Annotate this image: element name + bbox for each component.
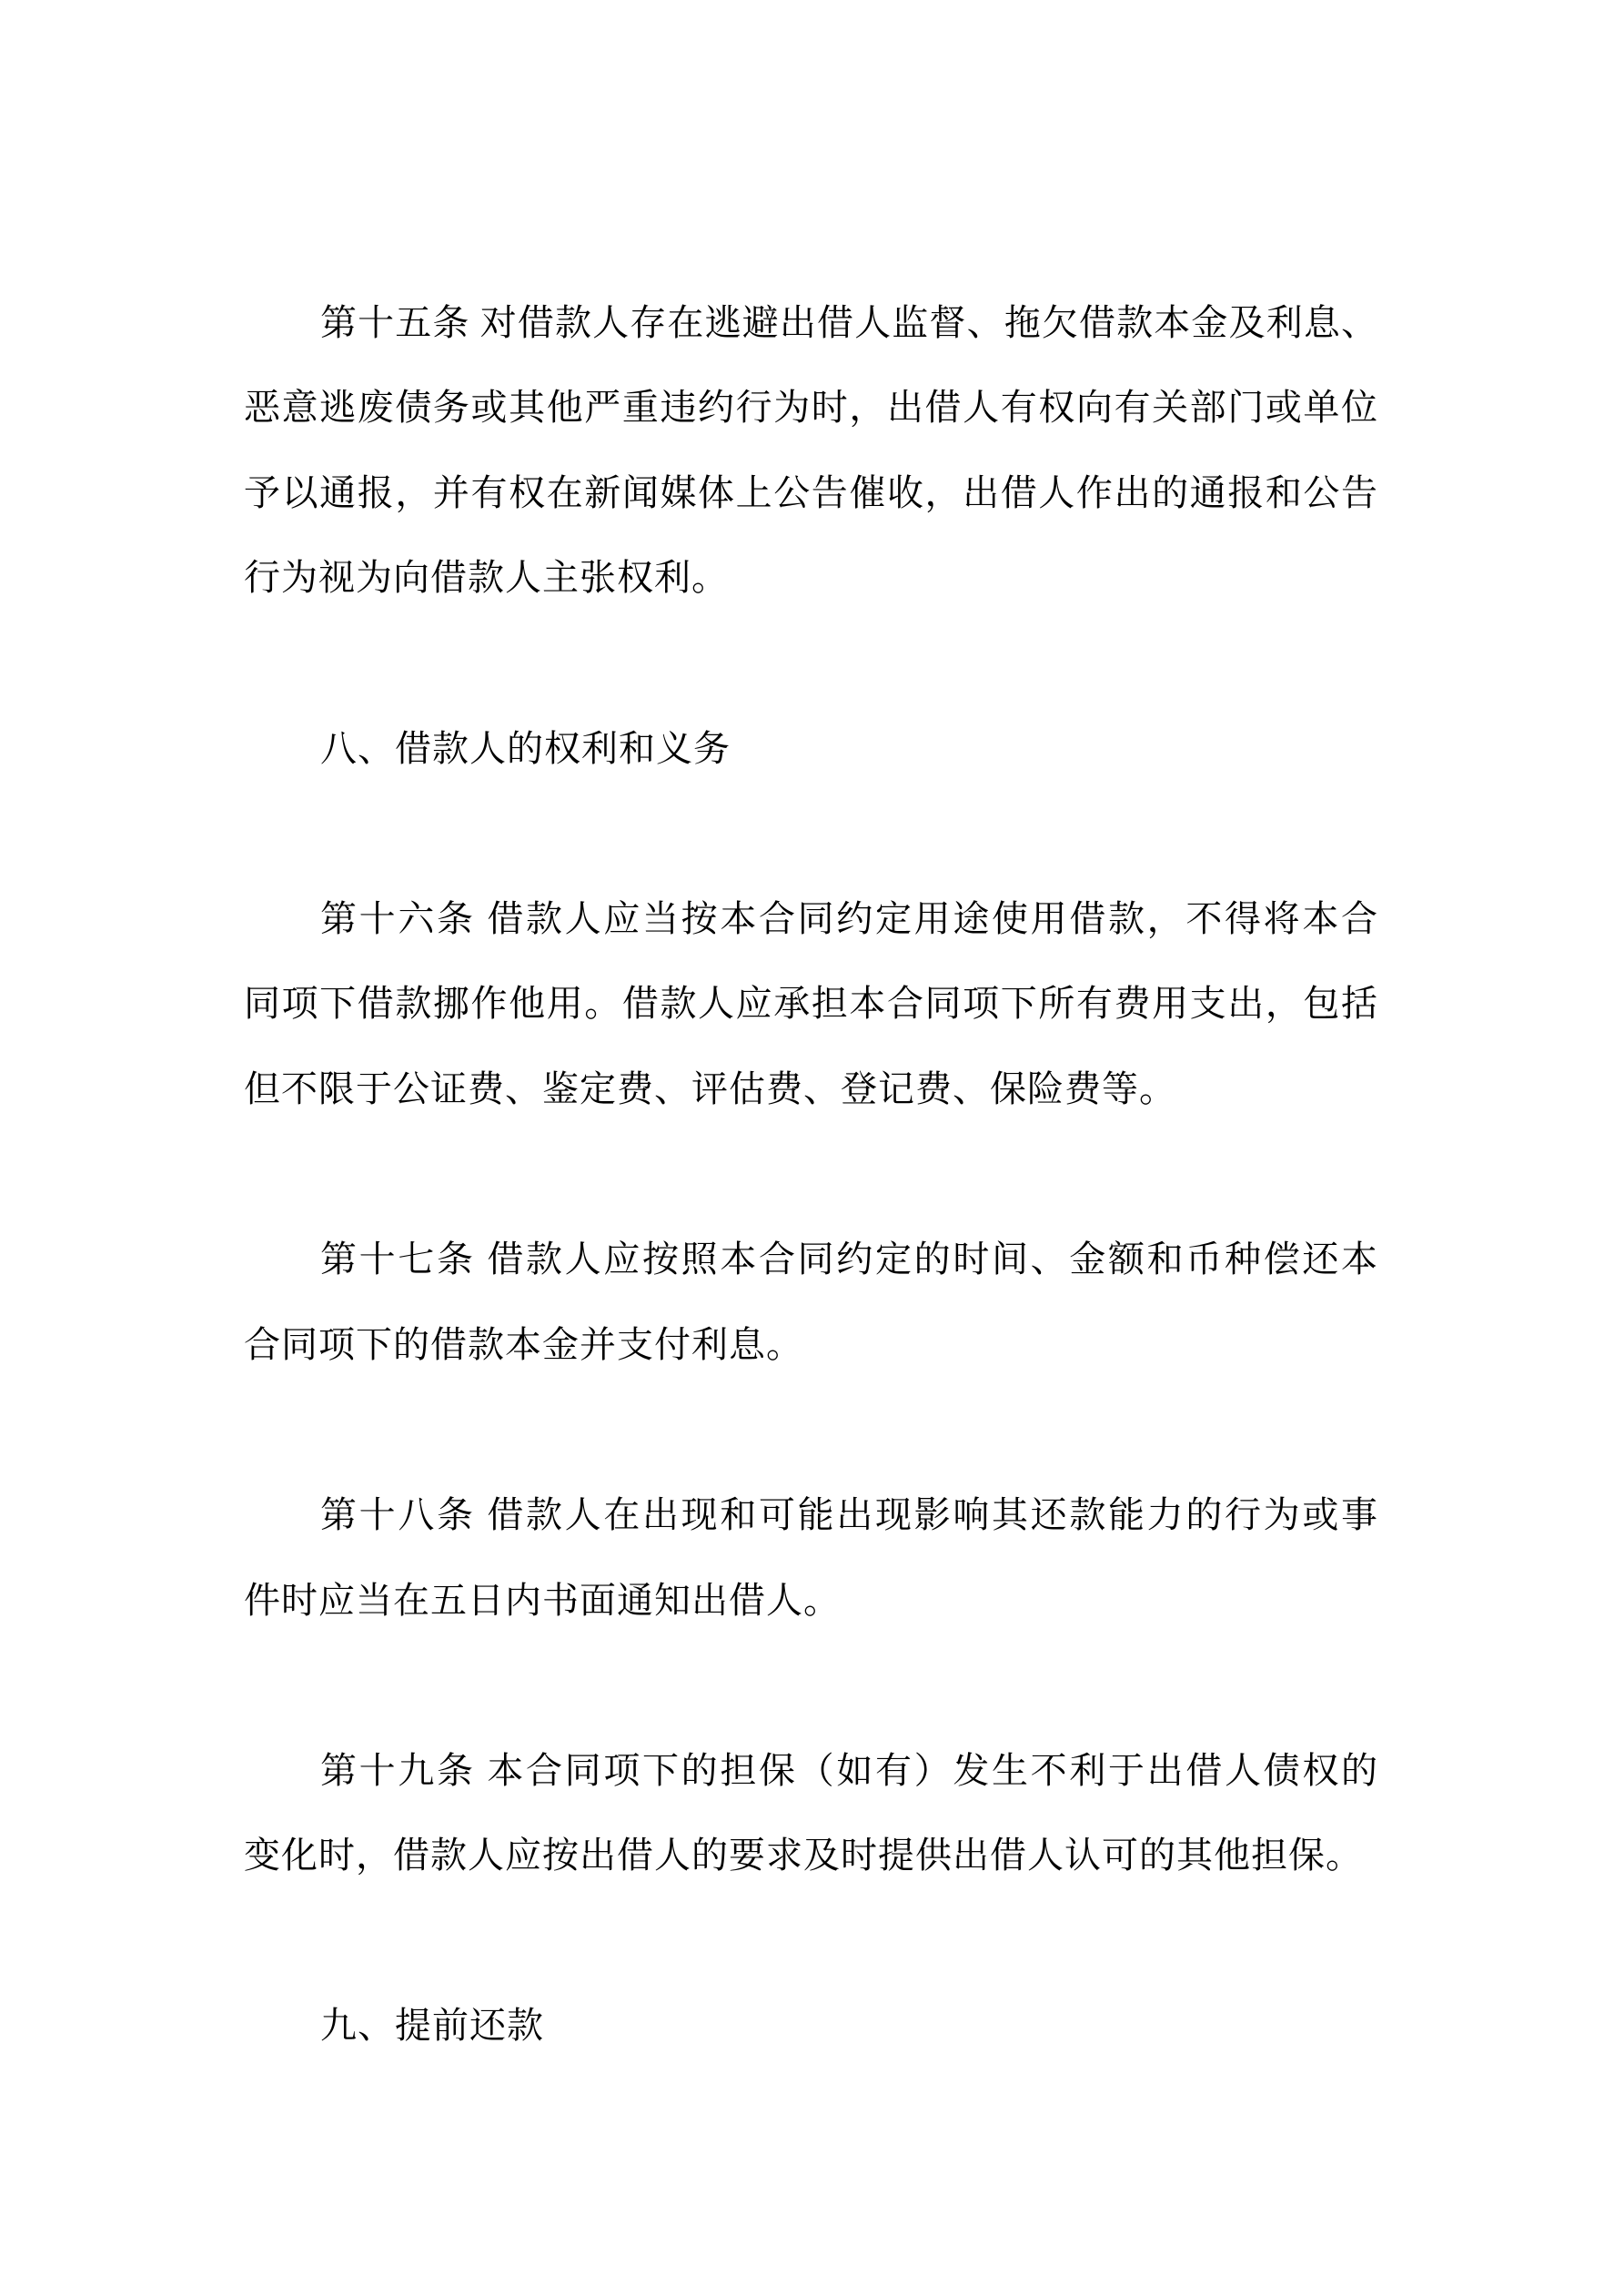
paragraph-article-17 bbox=[244, 1217, 1378, 1387]
text-line: 同项下借款挪作他用。借款人应承担本合同项下所有费用支出，包括 bbox=[244, 983, 1378, 1025]
text-line: 第十七条 借款人应按照本合同约定的时间、金额和币种偿还本 bbox=[320, 1239, 1378, 1280]
text-line: 恶意逃废债务或其他严重违约行为时，出借人有权向有关部门或单位 bbox=[244, 387, 1378, 429]
section-heading-text: 八、借款人的权利和义务 bbox=[320, 727, 731, 769]
text-line: 第十五条 对借款人存在逃避出借人监督、拖欠借款本金及利息、 bbox=[320, 301, 1378, 343]
section-heading-9 bbox=[244, 1983, 1378, 2068]
text-line: 合同项下的借款本金并支付利息。 bbox=[244, 1323, 803, 1365]
text-line: 行为视为向借款人主张权利。 bbox=[244, 557, 729, 599]
text-line: 但不限于公证费、鉴定费、评估费、登记费、保险费等。 bbox=[244, 1067, 1176, 1109]
text-line: 第十九条 本合同项下的担保（如有）发生不利于出借人债权的 bbox=[320, 1749, 1378, 1791]
paragraph-article-15 bbox=[244, 280, 1378, 621]
section-heading-8 bbox=[244, 706, 1378, 792]
text-line: 第十八条 借款人在出现和可能出现影响其还款能力的行为或事 bbox=[320, 1493, 1378, 1535]
text-line: 予以通报，并有权在新闻媒体上公告催收，出借人作出的通报和公告 bbox=[244, 471, 1378, 513]
paragraph-article-16 bbox=[244, 876, 1378, 1132]
section-heading-text: 九、提前还款 bbox=[320, 2005, 544, 2047]
text-line: 件时应当在五日内书面通知出借人。 bbox=[244, 1579, 841, 1621]
text-line: 变化时，借款人应按出借人的要求及时提供出借人认可的其他担保。 bbox=[244, 1835, 1363, 1876]
paragraph-article-19 bbox=[244, 1728, 1378, 1898]
text-line: 第十六条 借款人应当按本合同约定用途使用借款，不得将本合 bbox=[320, 897, 1378, 939]
paragraph-article-18 bbox=[244, 1472, 1378, 1643]
